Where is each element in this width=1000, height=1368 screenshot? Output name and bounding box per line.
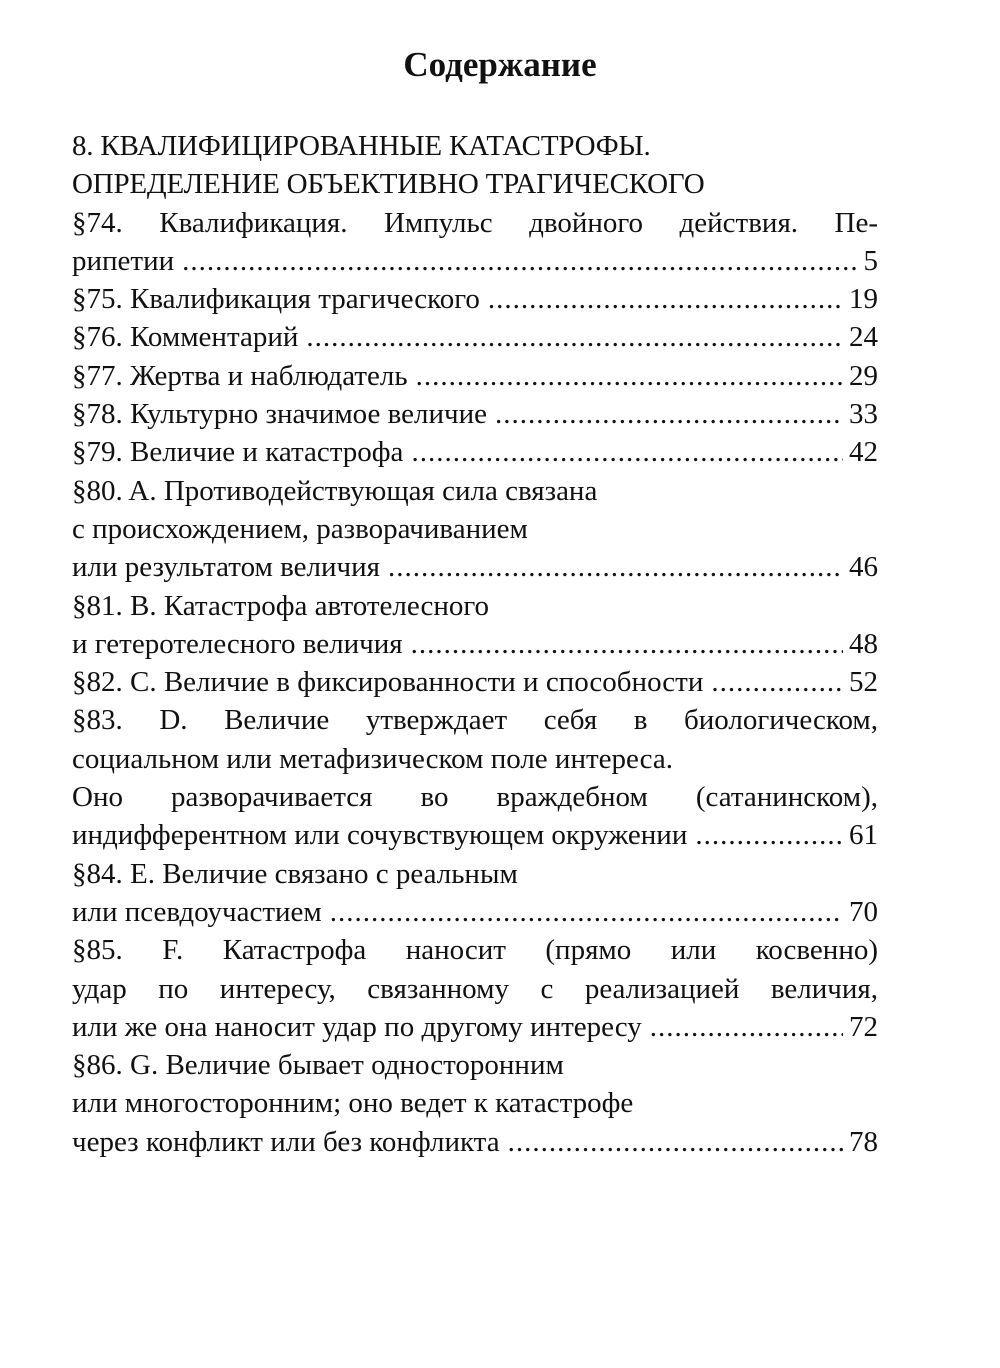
toc-entry-84-line-2[interactable]: или псевдоучастием ..... 70 [72, 893, 878, 931]
toc-entry-81-line-2[interactable]: и гетеротелесного величия ..... 48 [72, 625, 878, 663]
page-number: 72 [849, 1010, 878, 1043]
toc-entry-86-line-3[interactable]: через конфликт или без конфликта ..... 78 [72, 1123, 878, 1161]
dot-leader [411, 433, 843, 471]
page-number: 29 [849, 359, 878, 392]
dot-leader [306, 318, 843, 356]
dot-leader [416, 357, 843, 395]
page-number: 61 [849, 819, 878, 852]
page-number: 48 [849, 627, 878, 660]
toc-entry-75[interactable]: §75. Квалификация трагического ..... 19 [72, 280, 878, 318]
page-number: 70 [849, 895, 878, 928]
toc-entry-79[interactable]: §79. Величие и катастрофа ..... 42 [72, 433, 878, 471]
page-number: 42 [849, 436, 878, 469]
dot-leader [388, 548, 843, 586]
toc-entry-80-line-1: §80. A. Противодействующая сила связана [72, 474, 598, 507]
toc-entry-81-line-1: §81. B. Катастрофа автотелесного [72, 589, 490, 622]
page-number: 24 [849, 321, 878, 354]
page-number: 5 [863, 244, 878, 277]
toc-entry-77[interactable]: §77. Жертва и наблюдатель ..... 29 [72, 357, 878, 395]
dot-leader [330, 893, 843, 931]
page-number: 46 [849, 551, 878, 584]
toc-entry-83-line-1: §83. D. Величие утверждает себя в биологическом, [72, 704, 878, 737]
page-number: 19 [849, 283, 878, 316]
page-title: Содержание [403, 45, 597, 84]
chapter-heading-line-1: 8. КВАЛИФИЦИРОВАННЫЕ КАТАСТРОФЫ. [72, 130, 651, 162]
toc-entry-76[interactable]: §76. Комментарий ..... 24 [72, 318, 878, 356]
dot-leader [650, 1008, 843, 1046]
chapter-heading-line-2: ОПРЕДЕЛЕНИЕ ОБЪЕКТИВНО ТРАГИЧЕСКОГО [72, 168, 705, 201]
toc-entry-85-line-1: §85. F. Катастрофа наносит (прямо или косвенно) [72, 934, 878, 967]
toc-entry-80-line-2: с происхождением, разворачиванием [72, 512, 528, 545]
dot-leader [508, 1123, 843, 1161]
toc-entry-85-line-3[interactable]: или же она наносит удар по другому интересу ..... 72 [72, 1008, 878, 1046]
page-number: 33 [849, 398, 878, 431]
dot-leader [495, 395, 843, 433]
dot-leader [711, 663, 843, 701]
dot-leader [182, 242, 857, 280]
toc-entry-82[interactable]: §82. C. Величие в фиксированности и способности ..... 52 [72, 663, 878, 701]
toc-entry-74-line-2[interactable]: рипетии ..... 5 [72, 242, 878, 280]
toc-entry-84-line-1: §84. E. Величие связано с реальным [72, 857, 518, 890]
toc-entry-78[interactable]: §78. Культурно значимое величие ..... 33 [72, 395, 878, 433]
toc-entry-86-line-1: §86. G. Величие бывает односторонним [72, 1049, 564, 1082]
toc-entry-74-line-1: §74. Квалификация. Импульс двойного действия. Пе- [72, 206, 878, 239]
table-of-contents [72, 127, 878, 1161]
dot-leader [488, 280, 843, 318]
toc-entry-85-line-2: удар по интересу, связанному с реализацией величия, [72, 972, 878, 1005]
page-number: 78 [849, 1125, 878, 1158]
toc-entry-83-line-4[interactable]: индифферентном или сочувствующем окружении ..... 61 [72, 816, 878, 854]
dot-leader [411, 625, 843, 663]
toc-entry-80-line-3[interactable]: или результатом величия ..... 46 [72, 548, 878, 586]
dot-leader [695, 816, 843, 854]
toc-entry-86-line-2: или многосторонним; оно ведет к катастрофе [72, 1087, 634, 1120]
toc-entry-83-line-3: Оно разворачивается во враждебном (сатанинском), [72, 781, 878, 814]
toc-entry-83-line-2: социальном или метафизическом поле интереса. [72, 742, 673, 775]
page-number: 52 [849, 666, 878, 699]
